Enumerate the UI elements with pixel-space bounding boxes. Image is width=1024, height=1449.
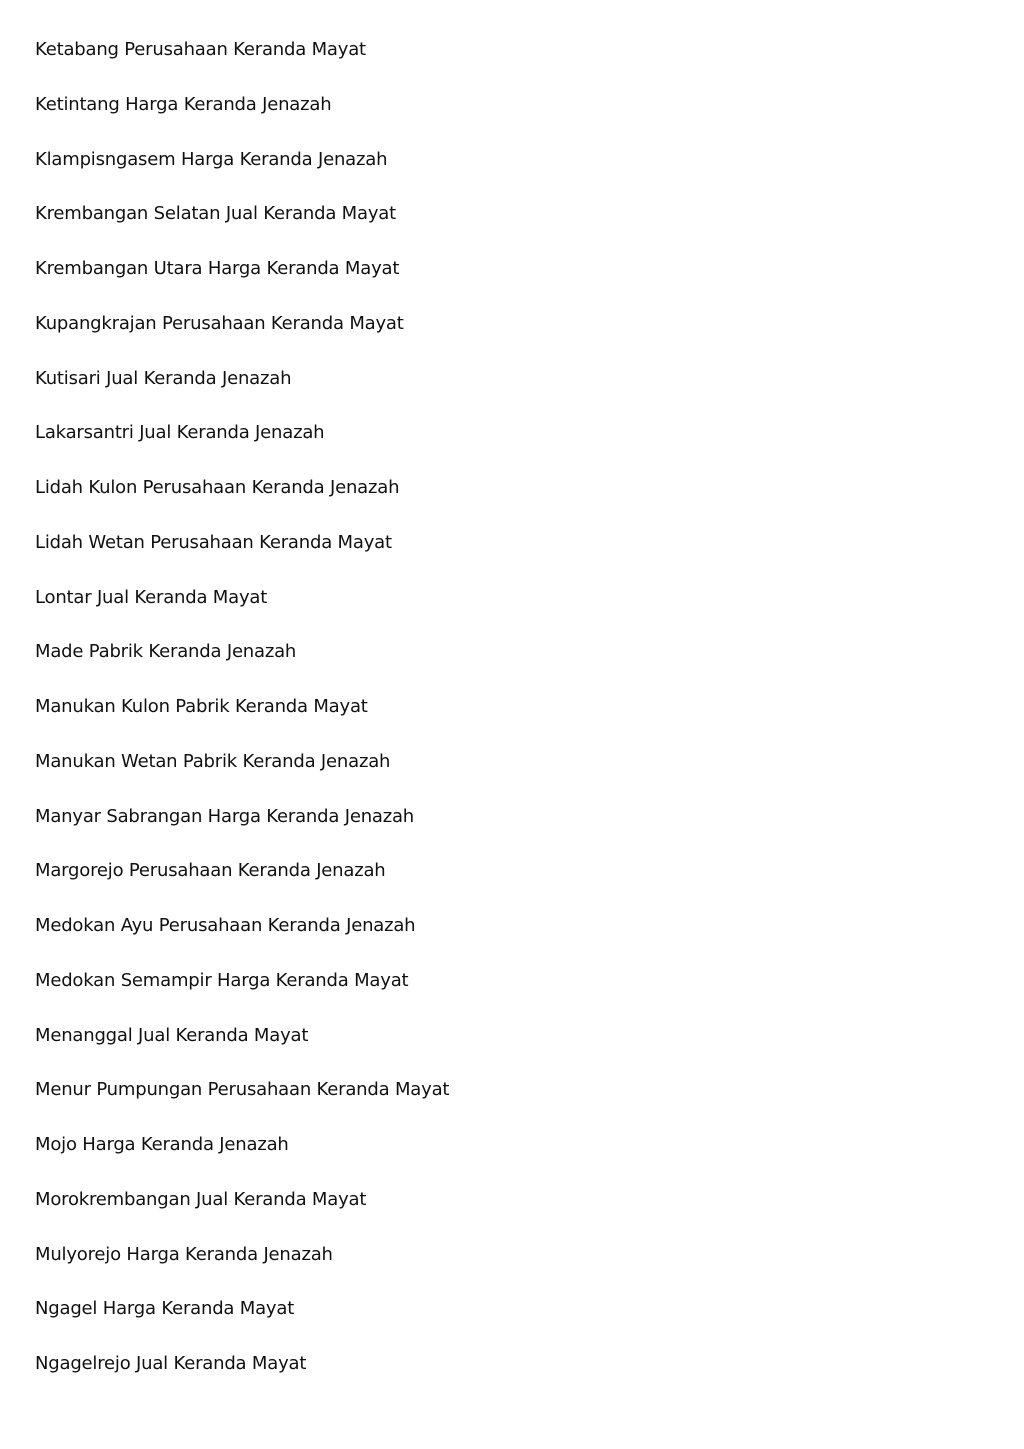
list-item: Mojo Harga Keranda Jenazah [35,1134,289,1155]
location-list [35,36,935,1405]
list-item: Lidah Wetan Perusahaan Keranda Mayat [35,531,392,553]
list-item: Lidah Kulon Perusahaan Keranda Jenazah [35,477,400,498]
list-item: Lontar Jual Keranda Mayat [35,586,268,608]
list-item: Manukan Kulon Pabrik Keranda Mayat [35,696,368,717]
list-item: Manukan Wetan Pabrik Keranda Jenazah [35,750,391,772]
list-item: Menur Pumpungan Perusahaan Keranda Mayat [35,1079,450,1101]
list-item: Menanggal Jual Keranda Mayat [35,1024,309,1046]
list-item: Margorejo Perusahaan Keranda Jenazah [35,860,386,882]
list-item: Manyar Sabrangan Harga Keranda Jenazah [35,805,415,827]
list-item: Kupangkrajan Perusahaan Keranda Mayat [35,312,404,334]
list-item: Klampisngasem Harga Keranda Jenazah [35,148,388,170]
list-item: Ketabang Perusahaan Keranda Mayat [35,39,366,60]
list-item: Medokan Semampir Harga Keranda Mayat [35,969,409,991]
list-item: Ngagelrejo Jual Keranda Mayat [35,1353,307,1374]
list-item: Morokrembangan Jual Keranda Mayat [35,1188,367,1210]
list-item: Ketintang Harga Keranda Jenazah [35,93,332,115]
list-item: Medokan Ayu Perusahaan Keranda Jenazah [35,915,416,936]
list-item: Krembangan Utara Harga Keranda Mayat [35,258,400,279]
list-item: Kutisari Jual Keranda Jenazah [35,367,292,389]
list-item: Krembangan Selatan Jual Keranda Mayat [35,203,396,225]
list-item: Made Pabrik Keranda Jenazah [35,641,297,663]
list-item: Ngagel Harga Keranda Mayat [35,1298,295,1320]
list-item: Lakarsantri Jual Keranda Jenazah [35,422,325,444]
list-item: Mulyorejo Harga Keranda Jenazah [35,1243,333,1265]
